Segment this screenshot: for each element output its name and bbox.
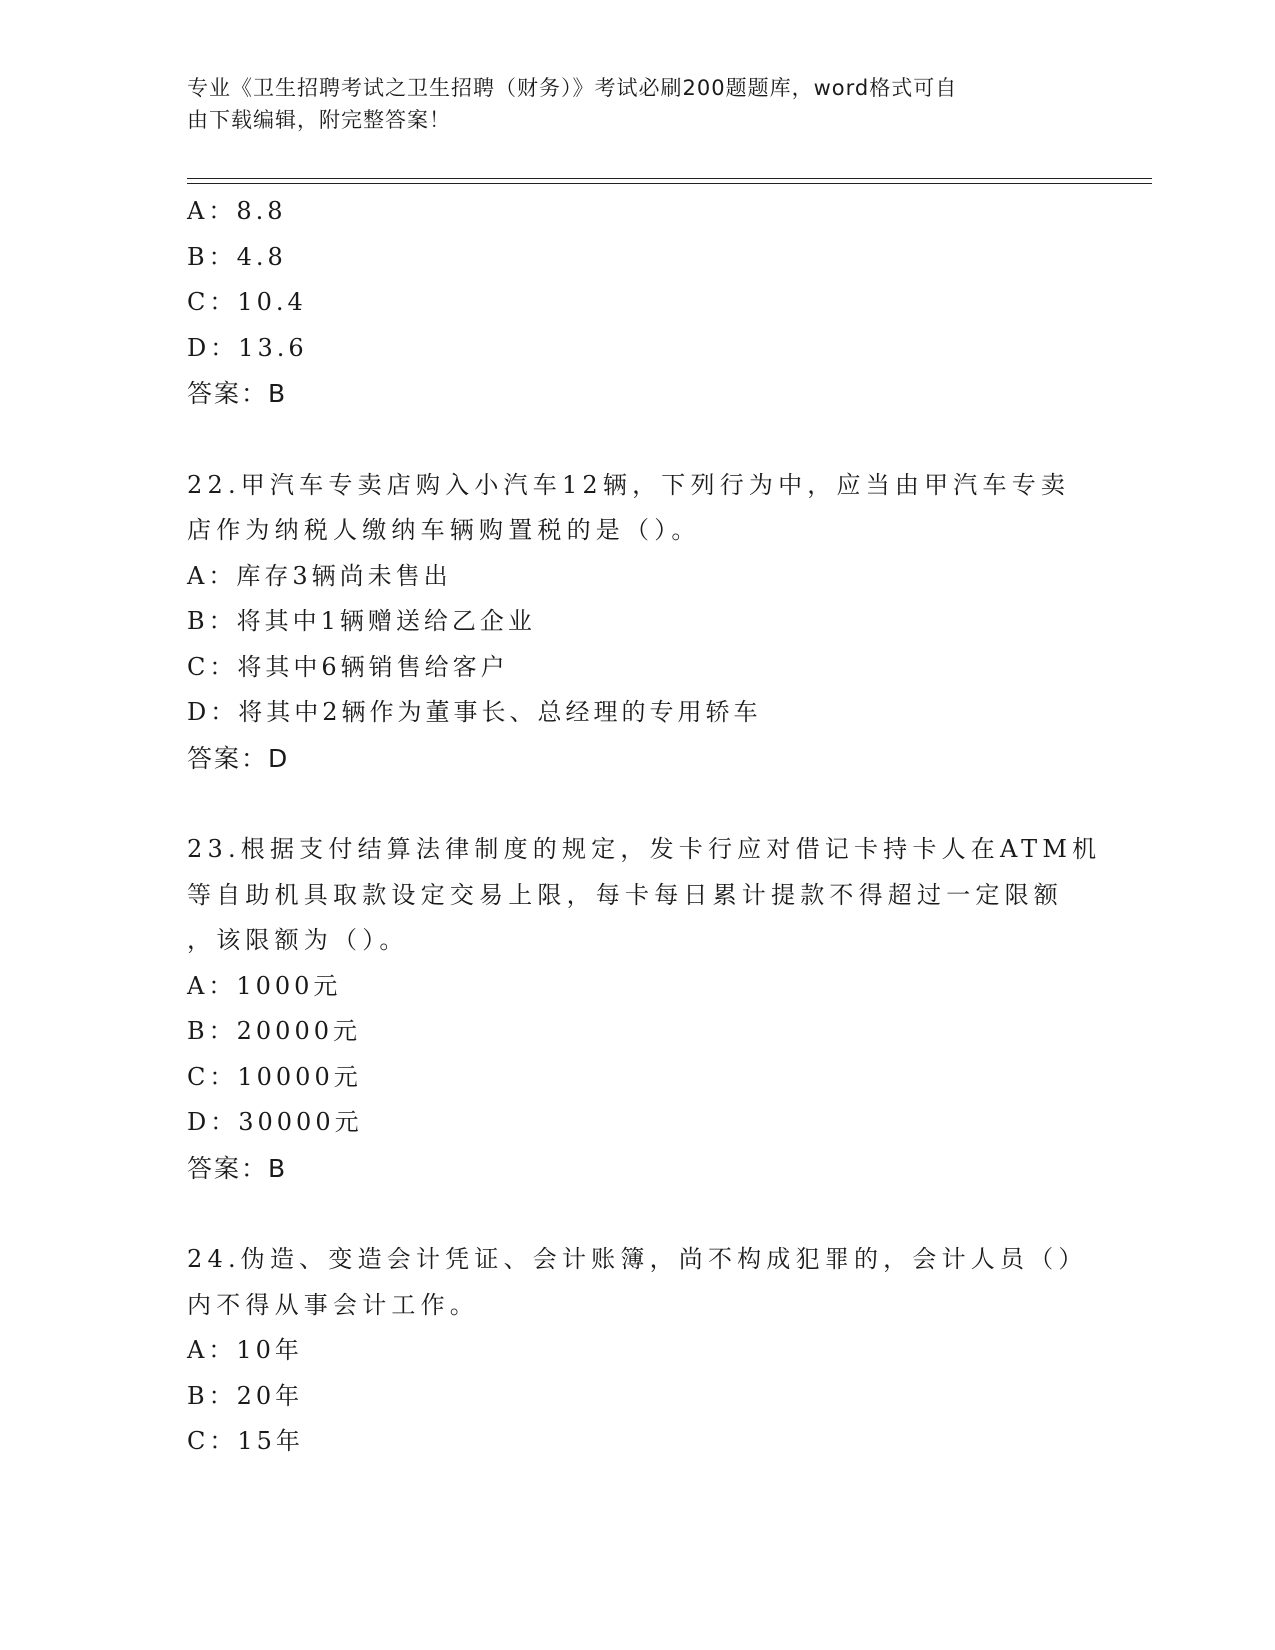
option-a: A：1000元 bbox=[187, 971, 342, 1000]
answer: 答案：D bbox=[187, 743, 290, 773]
option-c: C：10000元 bbox=[187, 1062, 362, 1091]
answer: 答案：B bbox=[187, 1153, 288, 1183]
option-c: C：将其中6辆销售给客户 bbox=[187, 652, 509, 681]
question-23 bbox=[187, 827, 1102, 1191]
question-stem: 内不得从事会计工作。 bbox=[187, 1290, 479, 1319]
question-stem: 等自助机具取款设定交易上限，每卡每日累计提款不得超过一定限额 bbox=[187, 880, 1063, 909]
option-c: C：15年 bbox=[187, 1427, 304, 1455]
document-body bbox=[187, 189, 1102, 1465]
header-divider-top bbox=[187, 178, 1152, 179]
option-a: A：库存3辆尚未售出 bbox=[187, 561, 452, 590]
option-b: B：20000元 bbox=[187, 1017, 361, 1045]
question-22 bbox=[187, 463, 1087, 782]
question-stem: ，该限额为（）。 bbox=[187, 926, 409, 954]
answer: 答案：B bbox=[187, 379, 288, 408]
header-divider-bottom bbox=[187, 183, 1152, 184]
question-stem: 店作为纳税人缴纳车辆购置税的是（）。 bbox=[187, 516, 701, 544]
question-21 bbox=[187, 189, 1087, 417]
option-b: B：将其中1辆赠送给乙企业 bbox=[187, 607, 536, 635]
question-stem: 24.伪造、变造会计凭证、会计账簿，尚不构成犯罪的，会计人员（） bbox=[187, 1245, 1088, 1273]
question-stem: 23.根据支付结算法律制度的规定，发卡行应对借记卡持卡人在ATM机 bbox=[187, 835, 1102, 863]
option-d: D：30000元 bbox=[187, 1108, 363, 1136]
option-b: B：4.8 bbox=[187, 242, 287, 271]
header-line-1: 专业《卫生招聘考试之卫生招聘（财务）》考试必刷200题题库，word格式可自 bbox=[187, 76, 958, 100]
header-line-2: 由下载编辑，附完整答案！ bbox=[187, 108, 451, 132]
option-d: D：13.6 bbox=[187, 333, 308, 362]
option-c: C：10.4 bbox=[187, 288, 307, 316]
document-header bbox=[187, 72, 1067, 136]
question-24 bbox=[187, 1237, 1087, 1465]
option-b: B：20年 bbox=[187, 1381, 304, 1410]
option-a: A：10年 bbox=[187, 1336, 303, 1364]
option-d: D：将其中2辆作为董事长、总经理的专用轿车 bbox=[187, 698, 762, 726]
option-a: A：8.8 bbox=[187, 197, 287, 225]
question-stem: 22.甲汽车专卖店购入小汽车12辆，下列行为中，应当由甲汽车专卖 bbox=[187, 470, 1071, 499]
